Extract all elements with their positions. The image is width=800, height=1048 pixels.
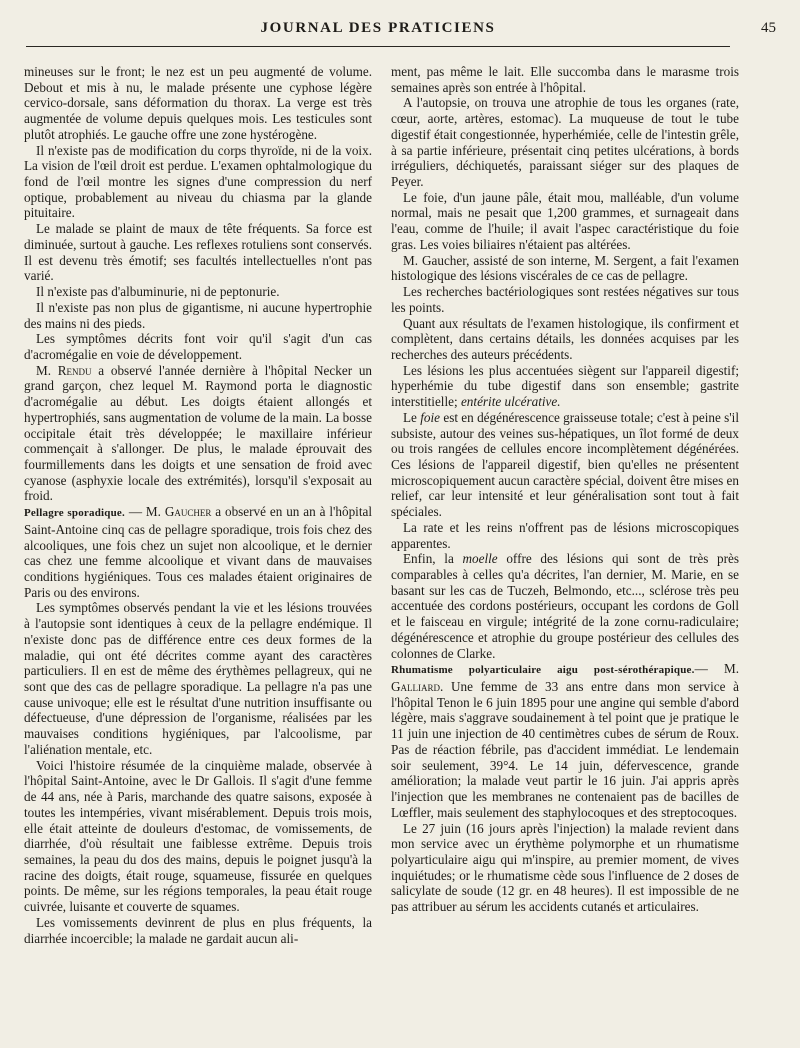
paragraph: M. Gaucher, assisté de son interne, M. Sergent, a fait l'examen histologique des lésions viscérales de ce cas de pellagre. [391, 252, 739, 284]
paragraph: La rate et les reins n'offrent pas de lésions microscopiques apparentes. [391, 519, 739, 551]
italic-term: foie [420, 409, 441, 425]
author-name: Galliard [391, 679, 441, 695]
paragraph [391, 363, 739, 410]
text-run: M. [36, 362, 58, 378]
paragraph: Les symptômes décrits font voir qu'il s'agit d'un cas d'acromégalie en voie de développement. [24, 331, 372, 362]
paragraph: Le 27 juin (16 jours après l'injection) la malade revient dans mon service avec un érythème polymorphe et un rhumatisme polyarticulaire aigu qui m'inspire, au premier moment, de vives inquiétudes; or le rhumatisme cède sous l'influence de 2 doses de salicylate de soude (12 gr. en 48 heures). Il est impossible de ne pas attribuer au sérum les accidents cutanés et articulaires. [391, 820, 739, 915]
paragraph: ment, pas même le lait. Elle succomba dans le marasme trois semaines après son entrée à l'hôpital. [391, 64, 739, 95]
paragraph: Les symptômes observés pendant la vie et les lésions trouvées à l'autopsie sont identiques à ceux de la pellagre endémique. Il n'existe donc pas de différence entre ces deux formes de la maladie, qui ont été décrites comme ayant des caractères particuliers. Il en est de même des érythèmes pellagreux, qui ne sont que des cas de pellagre sporadique. La pellagre n'a pas une cause univoque; elle est le résultat d'une nutrition insuffisante ou défectueuse, d'une dépression de l'organisme, réalisées par les mauvaises conditions hygiéniques, par l'alcoolisme, par l'aliénation mentale, etc. [24, 600, 372, 757]
left-column [24, 64, 372, 946]
page-number: 45 [761, 20, 776, 36]
paragraph [24, 363, 372, 504]
journal-title: JOURNAL DES PRATICIENS [260, 20, 496, 36]
paragraph: A l'autopsie, on trouva une atrophie de tous les organes (rate, cœur, aorte, artères, estomac). La muqueuse de tout le tube digestif était congestionnée, hyperhémiée, celle de l'intestin grêle, à sa partie inférieure, présentait cinq petites ulcérations, à bords irréguliers, déchiquetés, paraissant siéger sur des plaques de Peyer. [391, 95, 739, 190]
paragraph [391, 551, 739, 661]
text-run: est en dégénérescence graisseuse totale; c'est à peine s'il subsiste, autour des veines sus-hépatiques, un îlot formé de deux ou trois rangées de cellules encore incomplètement dégénérées. Ces lésions de l'appareil digestif, bien qu'elles ne présentent microscopiquement aucun caractère spécial, doivent être mises en relief, car leur intensité et leur généralisation sont tout à fait spéciales. [391, 409, 739, 520]
right-column [391, 64, 739, 915]
text-run: — M. [694, 661, 739, 677]
section-heading: Pellagre sporadique. [24, 507, 125, 520]
paragraph: Il n'existe pas d'albuminurie, ni de peptonurie. [36, 284, 280, 300]
section-paragraph [391, 661, 739, 820]
text-run: — M. [124, 504, 165, 520]
text-run: a observé en un an à l'hôpital Saint-Antoine cinq cas de pellagre sporadique, trois fois chez des alcooliques, une fois chez un sujet non alcoolique, et le dernier cas chez une femme alcoolique et vivant dans de mauvaises conditions hygiéniques. Tous ces malades étaient originaires de Paris ou des environs. [24, 504, 373, 600]
paragraph: Il n'existe pas de modification du corps thyroïde, ni de la voix. La vision de l'œil droit est perdue. L'examen ophtalmologique du fond de l'œil montre les signes d'une compression du nerf optique, probablement au niveau du chiasma par la glande pituitaire. [24, 142, 372, 221]
paragraph: Quant aux résultats de l'examen histologique, ils confirment et complètent, dans certains détails, les données acquises par les recherches des auteurs précédents. [391, 315, 739, 362]
paragraph: Il n'existe pas non plus de gigantisme, ni aucune hypertrophie des mains ni des pieds. [24, 299, 372, 331]
paragraph: Les vomissements devinrent de plus en plus fréquents, la diarrhée incoercible; la malade ne gardait aucun ali- [24, 914, 372, 946]
italic-term: moelle [462, 551, 498, 567]
paragraph: Le foie, d'un jaune pâle, était mou, malléable, d'un volume normal, mais ne pesait que 1,200 grammes, et surnageait dans l'eau, comme de l'huile; il avait l'aspec caractéristique du foie gras. Les voies biliaires n'étaient pas altérées. [391, 189, 739, 252]
paragraph: Le malade se plaint de maux de tête fréquents. Sa force est diminuée, surtout à gauche. Les reflexes rotuliens sont conservés. Il est devenu très émotif; ses facultés intellectuelles n'ont pas varié. [24, 221, 372, 284]
text-run: . Une femme de 33 ans entre dans mon service à l'hôpital Tenon le 6 juin 1895 pour une angine qui semble d'abord légère, mais s'aggrave soudainement à tel point que je pratique le 11 juin une injection de 40 centimètres cubes de sérum de Roux. Pas de réaction fébrile, pas d'accident immédiat. Le lendemain soir seulement, 39°4. Le 14 juin, défervescence, grande amélioration; la malade veut partir le 16 juin. J'ai appris après l'injection que les membranes ne contenaient pas de bacilles de Lœffler, mais seulement des staphylocoques et des streptocoques. [391, 679, 739, 820]
author-name: Rendu [57, 362, 92, 378]
section-heading: Rhumatisme polyarticulaire aigu post-sérothérapique. [391, 664, 695, 677]
paragraph [391, 410, 739, 520]
section-paragraph [24, 504, 372, 600]
text-run: Enfin, la [403, 551, 463, 567]
text-run: a observé l'année dernière à l'hôpital Necker un grand garçon, chez lequel M. Raymond porta le diagnostic d'acromégalie au début. Les doigts étaient allongés et hypertrophiés, sans augmentation de volume de la main. La bosse occipitale était très développée; le maxillaire inférieur commençait à s'allonger. De plus, le malade éprouvait des fourmillements dans les doigts et une sensation de froid avec cyanose (asphyxie locale des extrémités), lorsqu'il s'exposait au froid. [24, 362, 373, 504]
author-name: Gaucher [164, 504, 212, 520]
text-run: Les lésions les plus accentuées siègent sur l'appareil digestif; hyperhémie du tube digestif dans son ensemble; gastrite interstitielle; [391, 362, 739, 410]
paragraph: Voici l'histoire résumée de la cinquième malade, observée à l'hôpital Saint-Antoine, avec le Dr Gallois. Il s'agit d'une femme de 44 ans, née à Paris, marchande des quatre saisons, exposée à toutes les intempéries, vivant misérablement. Depuis trois mois, elle était atteinte de douleurs d'estomac, de vomissements, de diarrhée, d'où résultait une faiblesse extrême. Depuis trois semaines, la peau du dos des mains, depuis le poignet jusqu'à la racine des doigts, était rouge, squameuse, fissurée en quelques points. De même, sur les régions temporales, la peau était rouge cuivrée, luisante et couverte de squames. [24, 757, 372, 915]
italic-term: entérite ulcérative. [460, 394, 561, 410]
running-header [26, 18, 776, 47]
paragraph: Les recherches bactériologiques sont restées négatives sur tous les points. [391, 284, 739, 315]
text-run: Le [403, 409, 421, 425]
text-run: offre des lésions qui sont de très près comparables à celles qu'a décrites, l'an dernier, M. Marie, en se basant sur les cas de Tuczeh, Belmondo, etc..., sclérose très peu accentuée des cordons postérieurs, occupant les cordons de Goll et le faisceau en virgule; intégrité de la zone cornu-radiculaire; dégénérescence et atrophie du groupe postérieur des cellules des colonnes de Clarke. [391, 551, 739, 661]
paragraph: mineuses sur le front; le nez est un peu augmenté de volume. Debout et mis à nu, le malade présente une cyphose légère cervico-dorsale, sans déformation du thorax. La verge est très augmentée de volume depuis quelques mois. Les testicules sont plutôt atrophiés. Le gauche offre une zone hystérogène. [24, 64, 372, 142]
